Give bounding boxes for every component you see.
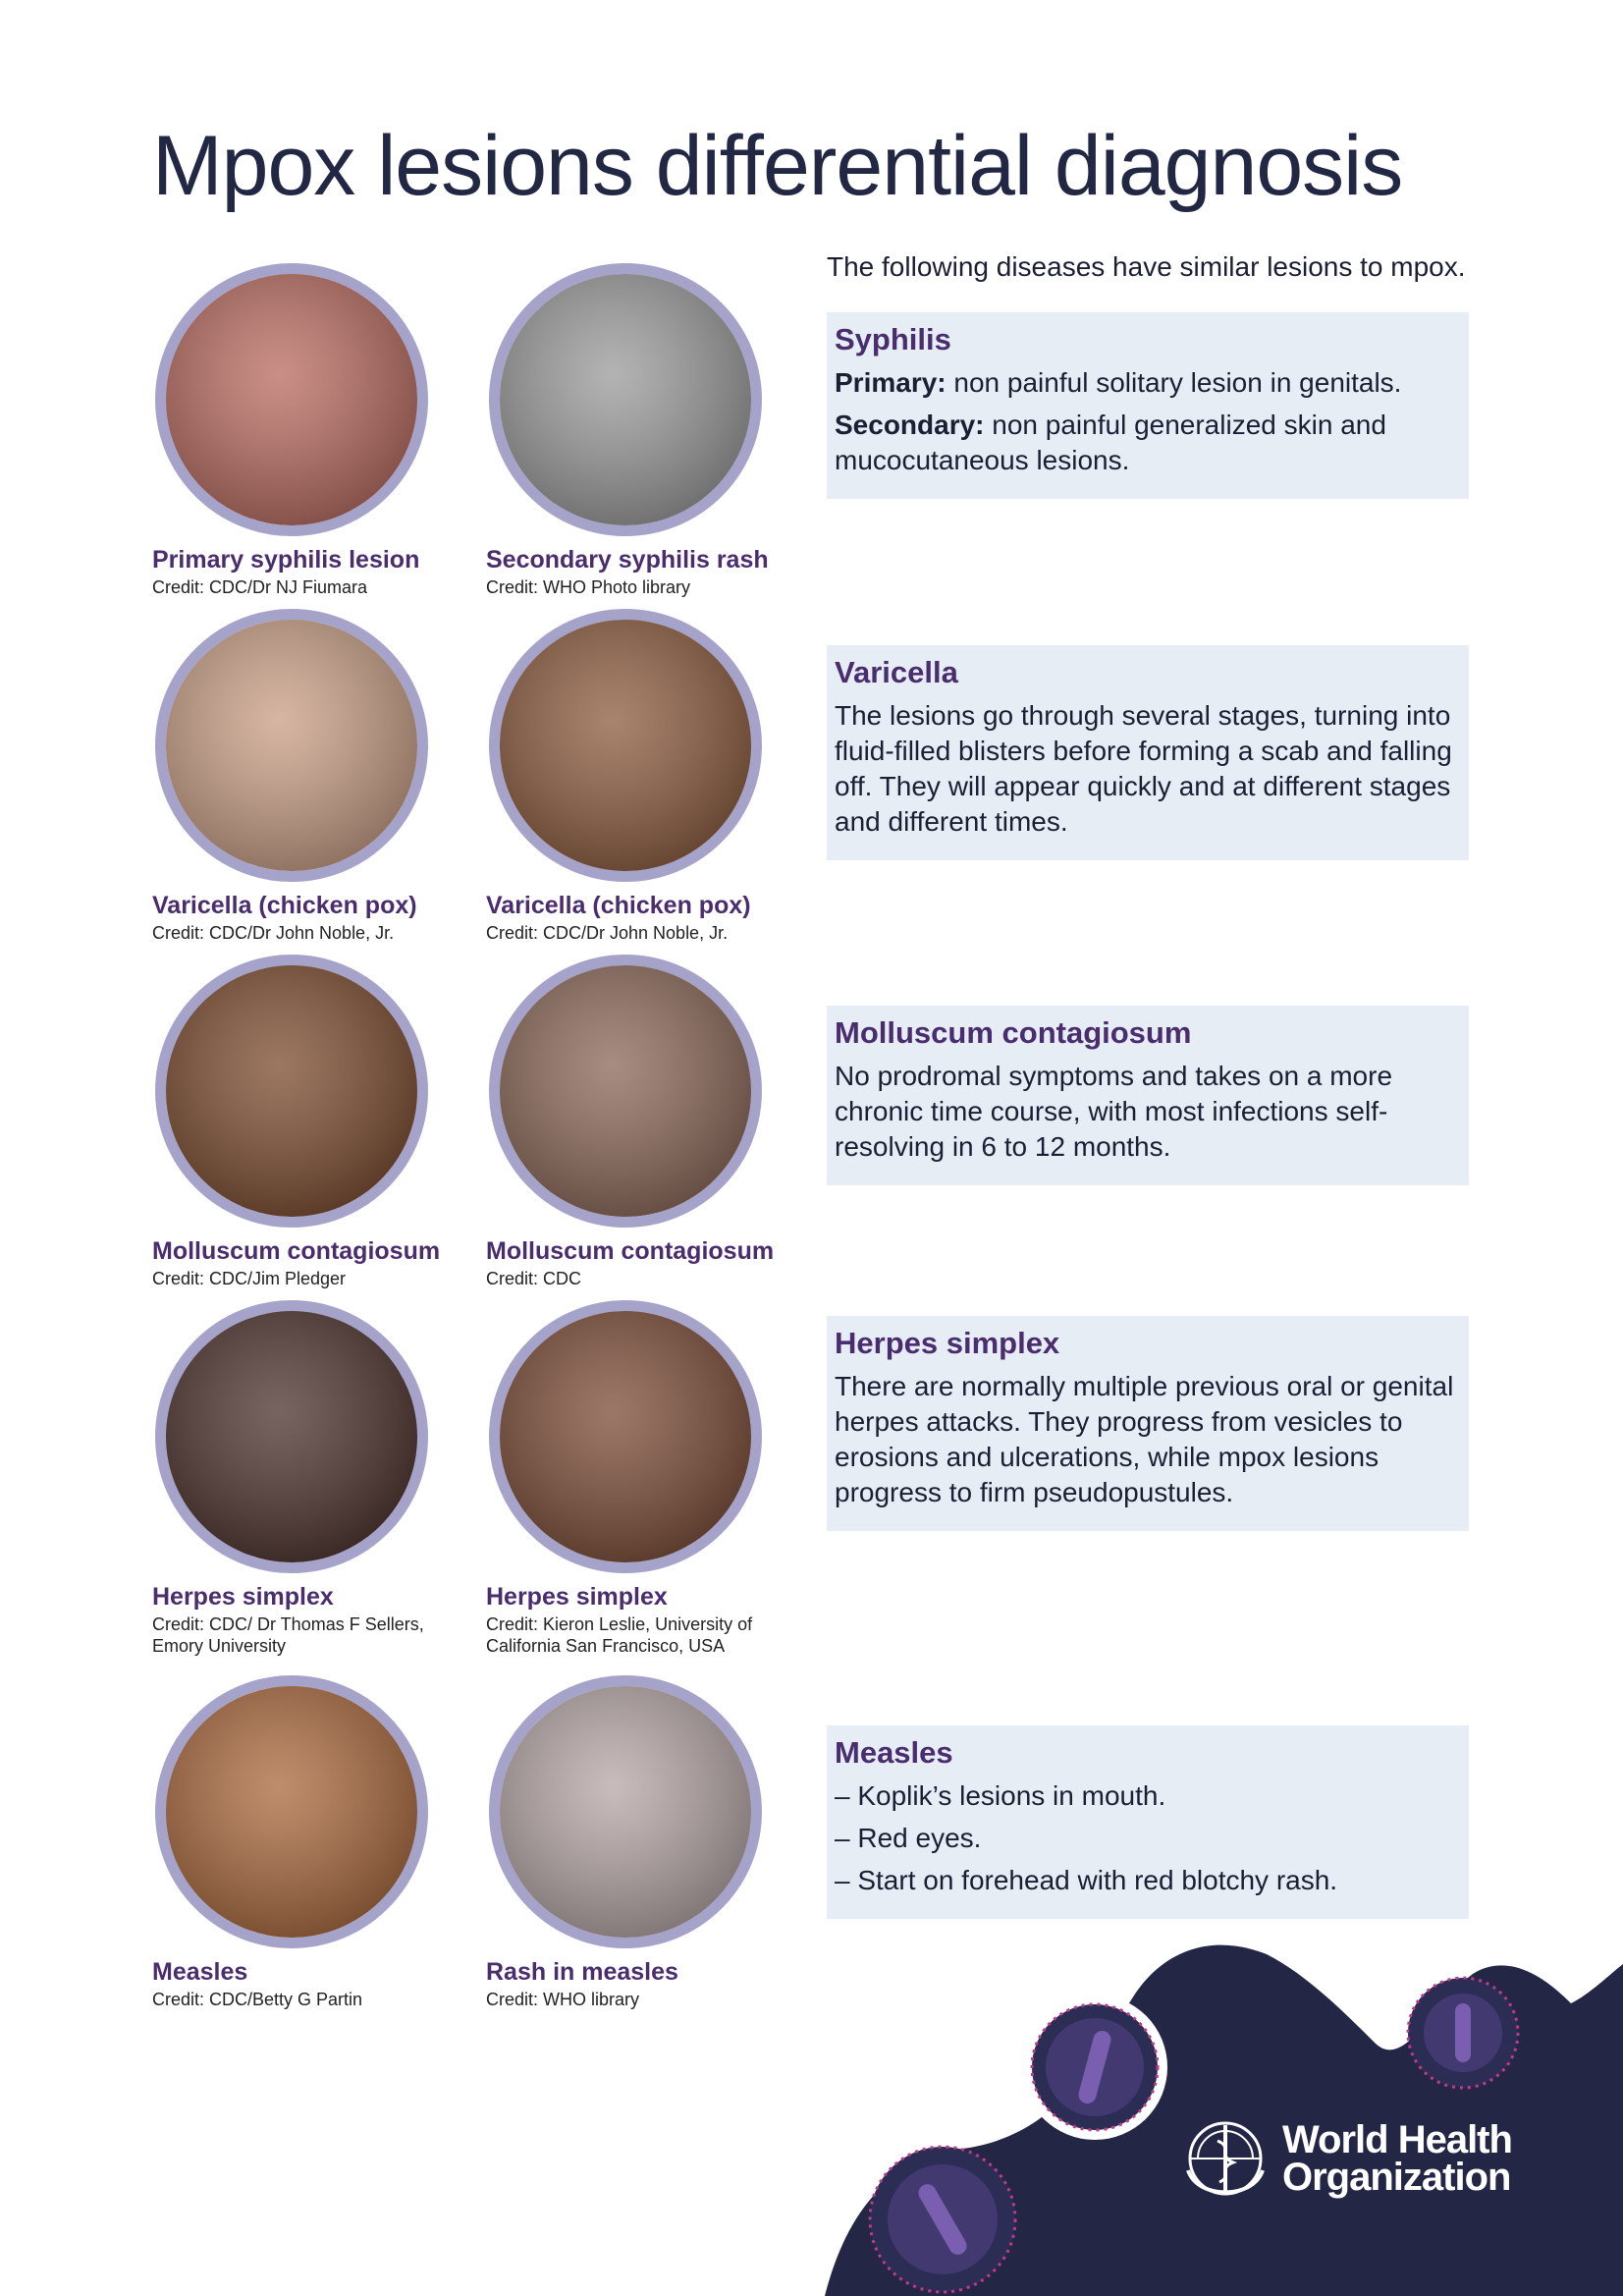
photo-credit: Credit: CDC/Jim Pledger xyxy=(152,1269,347,1288)
org-name-line1: World Health xyxy=(1282,2118,1512,2161)
card-heading: Measles xyxy=(835,1735,953,1770)
card-herpes xyxy=(827,1316,1469,1531)
photo-card xyxy=(486,1300,781,1657)
card-varicella xyxy=(827,645,1469,860)
skin-photo xyxy=(155,955,428,1228)
photo-card xyxy=(152,955,447,1289)
virus-icon-3 xyxy=(870,2147,1015,2292)
card-list-item: – Start on forehead with red blotchy rash. xyxy=(835,1865,1338,1895)
photo-caption: Primary syphilis lesion xyxy=(152,546,420,574)
photo-credit: Credit: CDC/ Dr Thomas F Sellers, Emory University xyxy=(152,1614,424,1656)
card-list-item: – Red eyes. xyxy=(835,1823,982,1853)
photo-credit: Credit: Kieron Leslie, University of California San Francisco, USA xyxy=(486,1614,753,1656)
skin-photo xyxy=(489,955,762,1228)
card-text-secondary xyxy=(835,408,1461,478)
skin-photo xyxy=(155,609,428,882)
photo-card xyxy=(486,263,781,598)
card-text: There are normally multiple previous oral or genital herpes attacks. They progress from vesicles to erosions and ulcerations, while mpox lesions progress to firm pseudopustules. xyxy=(835,1371,1454,1507)
photo-credit: Credit: CDC/Dr NJ Fiumara xyxy=(152,577,368,597)
photo-credit: Credit: CDC/Dr John Noble, Jr. xyxy=(486,923,729,943)
skin-photo xyxy=(489,1300,762,1573)
secondary-label: Secondary: xyxy=(835,410,985,440)
photo-caption: Secondary syphilis rash xyxy=(486,546,769,574)
photo-card xyxy=(486,955,781,1289)
primary-label: Primary: xyxy=(835,367,947,398)
face-photo xyxy=(155,1300,428,1573)
card-heading: Molluscum contagiosum xyxy=(835,1015,1192,1050)
photo-credit: Credit: WHO library xyxy=(486,1990,640,2009)
secondary-text: non painful generalized skin and mucocutaneous lesions. xyxy=(835,410,1386,475)
card-molluscum xyxy=(827,1006,1469,1185)
photo-credit: Credit: CDC/Betty G Partin xyxy=(152,1990,363,2009)
photo-caption: Molluscum contagiosum xyxy=(486,1237,775,1265)
page-title: Mpox lesions differential diagnosis xyxy=(152,119,1403,213)
footer-graphic xyxy=(0,1925,1623,2296)
virus-icon-2 xyxy=(1408,1978,1518,2088)
photo-caption: Rash in measles xyxy=(486,1958,678,1986)
who-emblem-icon xyxy=(1178,2111,1272,2206)
photo-caption: Molluscum contagiosum xyxy=(152,1237,441,1265)
photo-credit: Credit: CDC/Dr John Noble, Jr. xyxy=(152,923,395,943)
skin-photo xyxy=(489,609,762,882)
card-text: The lesions go through several stages, turning into fluid-filled blisters before forming a scab and falling off. They will appear quickly and at different stages and different times. xyxy=(835,700,1452,837)
photo-caption: Varicella (chicken pox) xyxy=(152,892,417,919)
syphilis-lesion-photo xyxy=(155,263,428,536)
photo-card xyxy=(152,263,447,598)
card-syphilis xyxy=(827,312,1469,499)
card-measles xyxy=(827,1725,1469,1919)
who-logo xyxy=(1178,2111,1512,2206)
photo-caption: Varicella (chicken pox) xyxy=(486,892,751,919)
card-text-primary xyxy=(835,365,1461,401)
primary-text: non painful solitary lesion in genitals. xyxy=(946,367,1402,398)
org-name-line2: Organization xyxy=(1282,2156,1511,2199)
card-text: No prodromal symptoms and takes on a more chronic time course, with most infections self-resolving in 6 to 12 months. xyxy=(835,1061,1393,1162)
intro-text: The following diseases have similar lesions to mpox. xyxy=(827,251,1466,282)
card-heading: Syphilis xyxy=(835,322,951,356)
face-photo xyxy=(489,263,762,536)
card-heading: Varicella xyxy=(835,655,958,689)
card-list-item: – Koplik’s lesions in mouth. xyxy=(835,1780,1166,1811)
photo-caption: Herpes simplex xyxy=(486,1583,668,1611)
photo-caption: Herpes simplex xyxy=(152,1583,334,1611)
photo-caption: Measles xyxy=(152,1958,248,1986)
photo-card xyxy=(152,1300,447,1657)
card-heading: Herpes simplex xyxy=(835,1326,1060,1360)
virus-icon-1 xyxy=(1022,1995,1167,2140)
skin-photo xyxy=(489,1675,762,1948)
photo-credit: Credit: CDC xyxy=(486,1269,582,1288)
child-photo xyxy=(155,1675,428,1948)
photo-credit: Credit: WHO Photo library xyxy=(486,577,691,597)
photo-card xyxy=(152,609,447,944)
photo-card xyxy=(486,609,781,944)
